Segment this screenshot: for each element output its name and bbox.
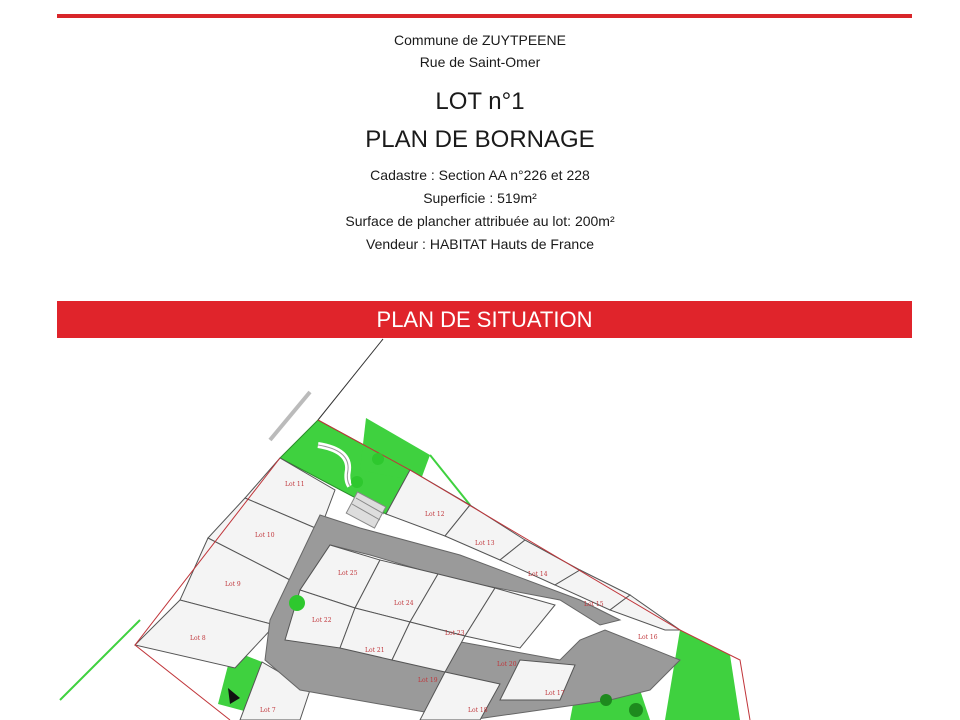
footpath <box>270 392 310 440</box>
lot-label: Lot 22 <box>312 617 332 624</box>
document-header <box>0 30 960 256</box>
lot-label: Lot 9 <box>225 581 241 588</box>
plan-title: PLAN DE BORNAGE <box>365 126 595 153</box>
tree-marker <box>600 694 612 706</box>
lot-label: Lot 17 <box>545 690 565 697</box>
superficie-line: Superficie : 519m² <box>423 190 537 206</box>
green-hedge-west <box>60 620 140 700</box>
lot-label: Lot 20 <box>497 661 517 668</box>
vendeur-line: Vendeur : HABITAT Hauts de France <box>366 236 594 252</box>
tree-marker <box>351 476 363 488</box>
lot-label: Lot 11 <box>285 481 305 488</box>
situation-map-svg <box>0 338 960 720</box>
commune-name: Commune de ZUYTPEENE <box>394 32 566 48</box>
situation-map <box>0 338 960 720</box>
lot-label: Lot 23 <box>445 630 465 637</box>
lot-label: Lot 15 <box>584 601 604 608</box>
lot-label: Lot 12 <box>425 511 445 518</box>
lot-label: Lot 19 <box>418 677 438 684</box>
tree-marker <box>372 453 384 465</box>
lot-label: Lot 8 <box>190 635 206 642</box>
lot-label: Lot 21 <box>365 647 385 654</box>
lot-label: Lot 24 <box>394 600 414 607</box>
tree-marker <box>289 595 305 611</box>
situation-banner-title: PLAN DE SITUATION <box>376 307 593 332</box>
top-rule <box>57 14 912 18</box>
lot-label: Lot 10 <box>255 532 275 539</box>
lot-label: Lot 16 <box>638 634 658 641</box>
plancher-line: Surface de plancher attribuée au lot: 200m² <box>345 213 615 229</box>
lot-label: Lot 25 <box>338 570 358 577</box>
tree-marker <box>629 703 643 717</box>
situation-banner <box>57 301 912 338</box>
lot-label: Lot 14 <box>528 571 548 578</box>
lot-label: Lot 18 <box>468 707 488 714</box>
street-name: Rue de Saint-Omer <box>419 54 541 70</box>
access-line <box>318 339 383 420</box>
lot-title: LOT n°1 <box>435 88 525 115</box>
lot-label: Lot 7 <box>260 707 276 714</box>
green-space-east <box>665 630 740 720</box>
cadastre-line: Cadastre : Section AA n°226 et 228 <box>370 167 590 183</box>
lot-label: Lot 13 <box>475 540 495 547</box>
